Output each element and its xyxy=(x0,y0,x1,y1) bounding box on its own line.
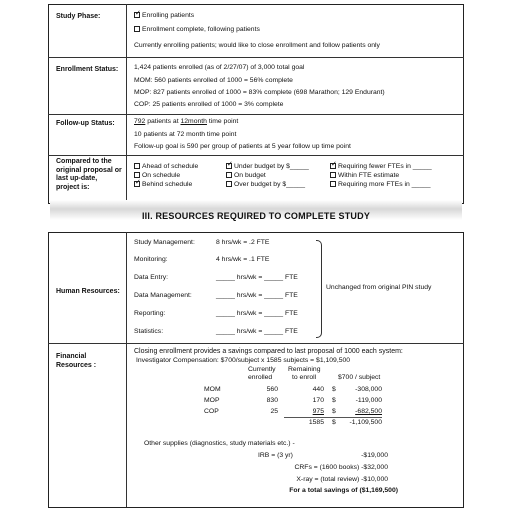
followup-line2: 10 patients at 72 month time point xyxy=(134,131,237,138)
complete-option[interactable]: Enrollment complete, following patients xyxy=(134,26,260,34)
other-supplies: Other supplies (diagnostics, study materials etc.) - xyxy=(144,440,295,447)
financial-label: Financial Resources : xyxy=(56,353,97,369)
brace xyxy=(316,240,322,338)
study-phase-label: Study Phase: xyxy=(56,13,101,20)
enrollment-mom: MOM: 560 patients enrolled of 1000 = 56% complete xyxy=(134,77,293,84)
human-resources-label: Human Resources: xyxy=(56,288,120,295)
human-resources-note: Unchanged from original PIN study xyxy=(326,284,432,291)
financial-intro: Closing enrollment provides a savings compared to last proposal of 1000 each system: xyxy=(134,348,403,355)
enrollment-total: 1,424 patients enrolled (as of 2/27/07) of 3,000 total goal xyxy=(134,64,305,71)
followup-line3: Follow-up goal is 590 per group of patients at 5 year follow up time point xyxy=(134,143,351,150)
followup-line1: 792 patients at 12month time point xyxy=(134,118,239,125)
enrollment-cop: COP: 25 patients enrolled of 1000 = 3% complete xyxy=(134,101,284,108)
compared-label: Compared to the original proposal or last up-date, project is: xyxy=(56,158,122,191)
followup-label: Follow-up Status: xyxy=(56,120,115,127)
resources-page: Human Resources: Study Management: 8 hrs/wk = .2 FTE Monitoring: 4 hrs/wk = .1 FTE Data Entry: _____ hrs/wk = _____ FTE Data Management: _____ hrs/wk = _____ FTE Reporting: _____ hrs/wk = _____ FTE Statistics: _____ hrs/wk = _____ FTE Unchanged from original PIN study Financial Resources : Closing enrollment provides a savings compared to last proposal of 1000 each system: Investigator Compensation: $700/subject x 1585 subjects = $1,109,500 Currently enrolled Remaining to enroll $700 / subject MOM 560 440 $ -308,000 MOP 830 170 $ -119,000 COP 25 975 $ -682,500 1585 $ -1,109,500 Other supplies (diagnostics, study materials etc.) - IRB = (3 yr) -$19,000 CRFs = (1600 books) -$32,000 X-ray = (total review) -$10,000 For a total savings of ($1,169,500) xyxy=(48,0,464,512)
enrollment-mop: MOP: 827 patients enrolled of 1000 = 83% complete (698 Marathon; 129 Endurant) xyxy=(134,89,385,96)
study-phase-note: Currently enrolling patients; would like to close enrollment and follow patients only xyxy=(134,42,380,49)
document-page: Study Phase: ✓ Enrolling patients Enrollment complete, following patients Currently enrolling patients; would like to close enrollment and follow patients only Enrollment Status: 1,424 patients enrolled (as of 2/27/07) of 3,000 total goal MOM: 560 patients enrolled of 1000 = 56% complete MOP: 827 patients enrolled of 1000 = 83% complete (698 Marathon; 129 Endurant) COP: 25 patients enrolled of 1000 = 3% complete Follow-up Status: 792 patients at 12month time point 10 patients at 72 month time point Follow-up goal is 590 per group of patients at 5 year follow up time point Compared to the original proposal or last up-date, project is: Ahead of schedule On schedule ✓Behind schedule ✓Under budget by $_____ On budget Over budget by $_____ ✓Requiring fewer FTEs in _____ Within FTE estimate Requiring more FTEs in _____ xyxy=(48,0,464,512)
total-savings: For a total savings of ($1,169,500) xyxy=(289,487,398,494)
financial-comp: Investigator Compensation: $700/subject x 1585 subjects = $1,109,500 xyxy=(136,357,351,364)
enrolling-option[interactable]: ✓ Enrolling patients xyxy=(134,12,194,20)
enrollment-label: Enrollment Status: xyxy=(56,66,119,73)
section-heading: III. RESOURCES REQUIRED TO COMPLETE STUDY xyxy=(141,211,371,221)
